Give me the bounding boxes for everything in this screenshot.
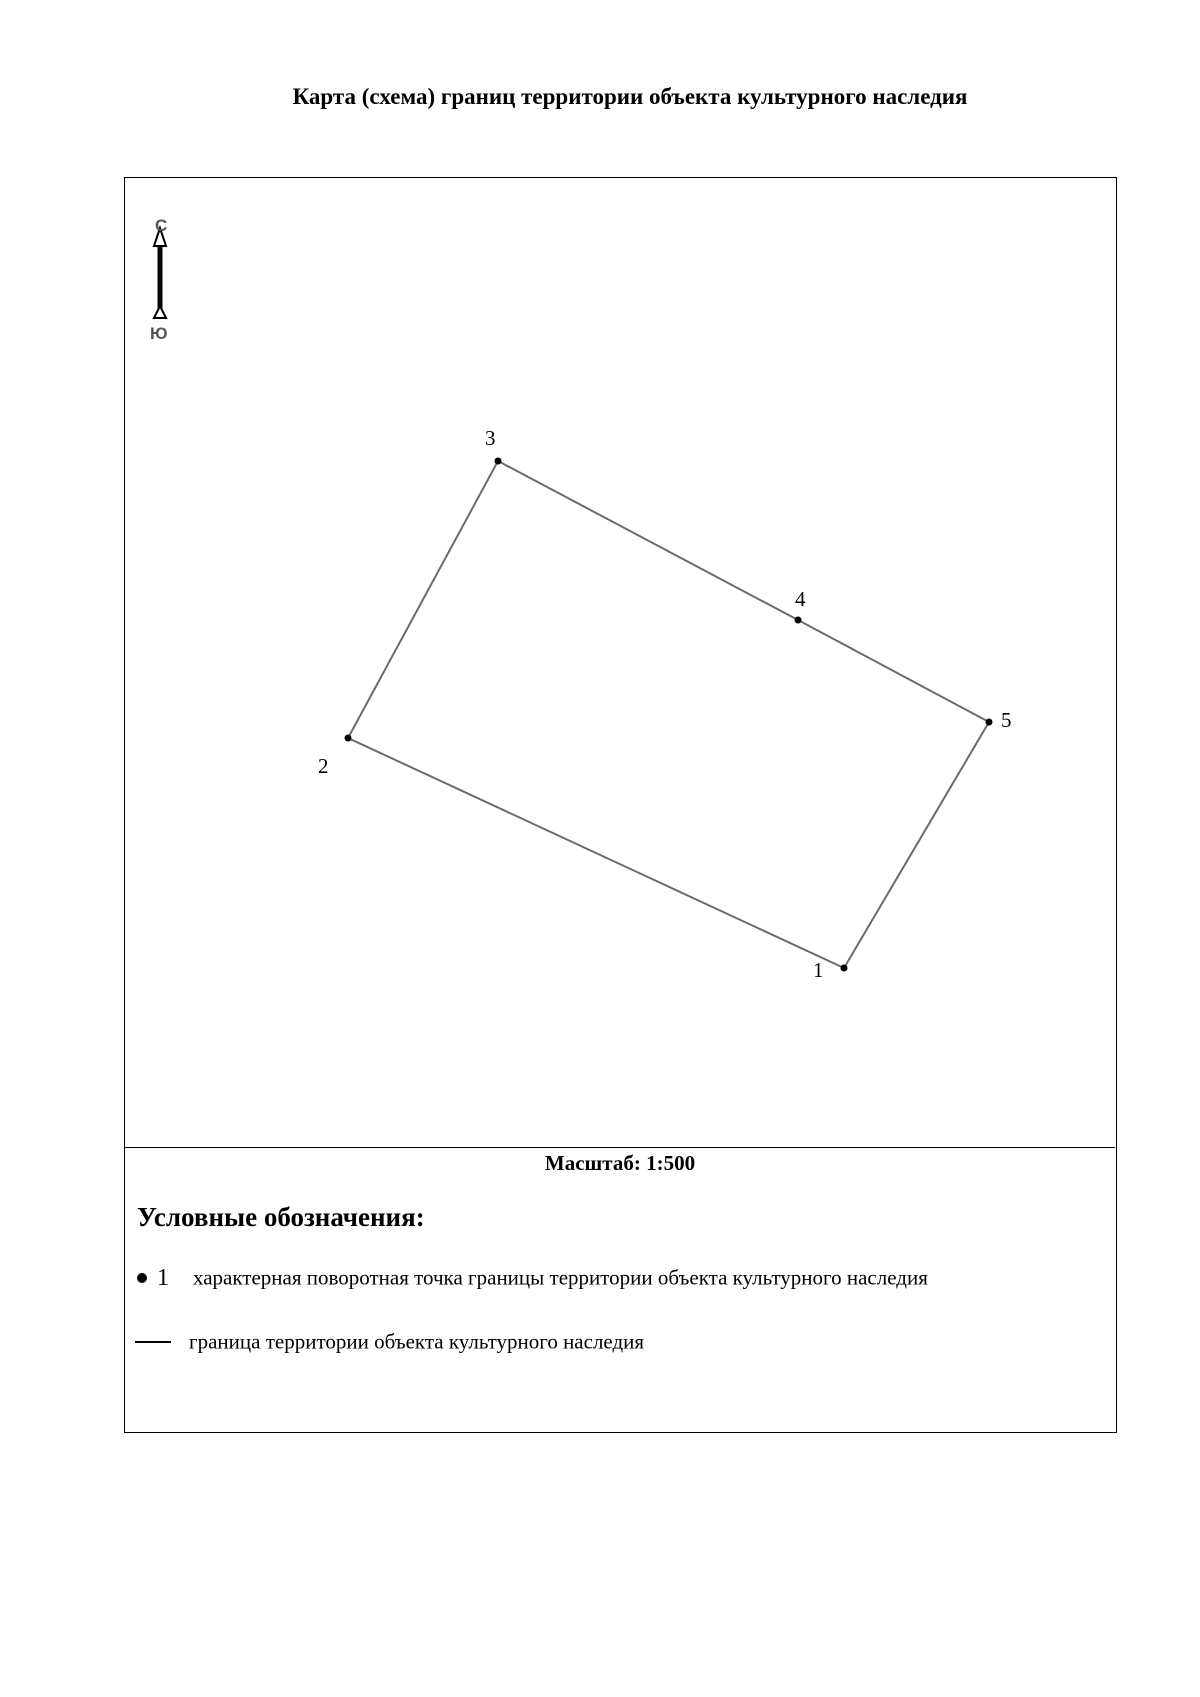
point-5-marker xyxy=(986,719,993,726)
legend-title: Условные обозначения: xyxy=(137,1202,425,1232)
boundary-line-icon xyxy=(135,1341,171,1343)
legend-point-text: характерная поворотная точка границы территории объекта культурного наследия xyxy=(193,1265,928,1290)
map-frame xyxy=(124,177,1117,1433)
page-title: Карта (схема) границ территории объекта культурного наследия xyxy=(292,84,968,109)
legend-item-point xyxy=(135,1264,928,1292)
scale-label: Масштаб: 1:500 xyxy=(544,1151,696,1175)
point-dot-icon xyxy=(137,1273,147,1283)
boundary-scheme xyxy=(125,178,1115,1147)
point-4-marker xyxy=(795,617,802,624)
point-5-label: 5 xyxy=(1001,708,1012,732)
point-2-label: 2 xyxy=(318,754,329,778)
point-4-label: 4 xyxy=(795,587,806,611)
boundary-polygon xyxy=(348,461,989,968)
compass-south-label: Ю xyxy=(150,324,168,343)
point-2-marker xyxy=(345,735,352,742)
point-3-marker xyxy=(495,458,502,465)
compass-north-label: С xyxy=(155,216,168,235)
north-arrow-icon xyxy=(154,228,166,318)
legend-line-text: граница территории объекта культурного наследия xyxy=(189,1329,645,1354)
point-1-label: 1 xyxy=(813,958,824,982)
map-area xyxy=(125,178,1115,1148)
point-3-label: 3 xyxy=(485,426,496,450)
legend-item-line xyxy=(135,1328,644,1355)
point-1-marker xyxy=(841,965,848,972)
legend-point-number: 1 xyxy=(157,1264,169,1291)
